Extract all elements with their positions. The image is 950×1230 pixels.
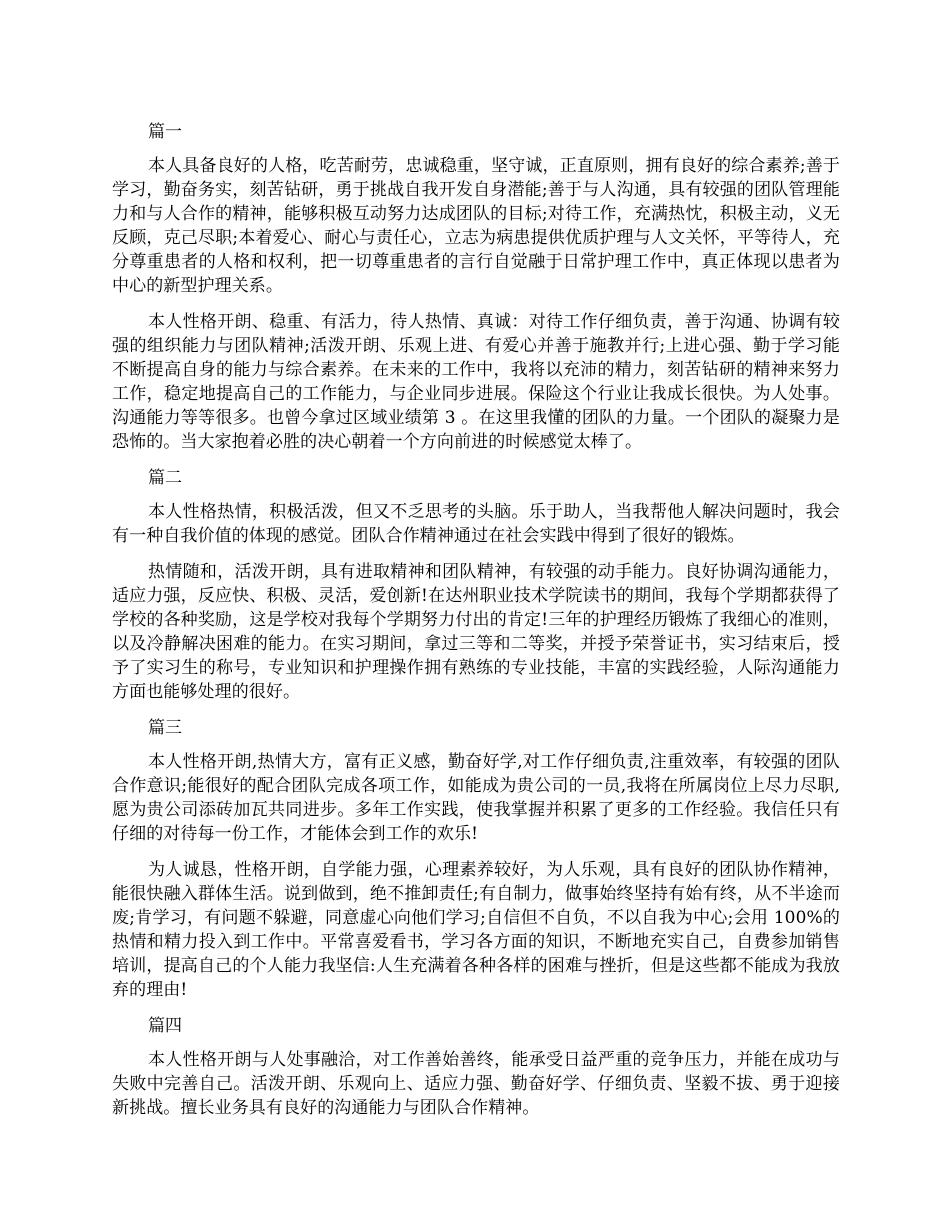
paragraph: 本人性格开朗,热情大方，富有正义感，勤奋好学,对工作仔细负责,注重效率，有较强的团队合作意识;能很好的配合团队完成各项工作，如能成为贵公司的一员,我将在所属岗位上尽力尽职,愿为贵公司添砖加瓦共同进步。多年工作实践，使我掌握并积累了更多的工作经验。我信任只有仔细的对待每一份工作，才能体会到工作的欢乐! xyxy=(112,752,840,844)
section-heading: 篇四 xyxy=(148,1016,182,1036)
paragraph: 为人诚恳，性格开朗，自学能力强，心理素养较好，为人乐观，具有良好的团队协作精神，能很快融入群体生活。说到做到，绝不推卸责任;有自制力，做事始终坚持有始有终，从不半途而废;肯学习，有问题不躲避，同意虚心向他们学习;自信但不自负，不以自我为中心;会用 100%的热情和精力投入到工作中。平常喜爱看书，学习各方面的知识，不断地充实自己，自费参加销售培训，提高自己的个人能力我坚信:人生充满着各种各样的困难与挫折，但是这些都不能成为我放弃的理由! xyxy=(112,860,840,1000)
section-heading: 篇三 xyxy=(148,718,182,738)
paragraph: 本人性格开朗与人处事融洽，对工作善始善终，能承受日益严重的竞争压力，并能在成功与失败中完善自己。活泼开朗、乐观向上、适应力强、勤奋好学、仔细负责、坚毅不拔、勇于迎接新挑战。擅长业务具有良好的沟通能力与团队合作精神。 xyxy=(112,1050,840,1118)
section-heading: 篇二 xyxy=(148,468,182,488)
section-2 xyxy=(112,466,840,704)
section-1 xyxy=(112,120,840,454)
section-4 xyxy=(112,1014,840,1120)
section-3 xyxy=(112,716,840,1002)
paragraph: 本人性格热情，积极活泼，但又不乏思考的头脑。乐于助人，当我帮他人解决问题时，我会有一种自我价值的体现的感觉。团队合作精神通过在社会实践中得到了很好的锻炼。 xyxy=(112,502,840,546)
section-heading: 篇一 xyxy=(148,122,182,142)
paragraph: 本人性格开朗、稳重、有活力，待人热情、真诚：对待工作仔细负责，善于沟通、协调有较强的组织能力与团队精神;活泼开朗、乐观上进、有爱心并善于施教并行;上进心强、勤于学习能不断提高自身的能力与综合素养。在未来的工作中，我将以充沛的精力，刻苦钻研的精神来努力工作，稳定地提高自己的工作能力，与企业同步进展。保险这个行业让我成长很快。为人处事。沟通能力等等很多。也曾今拿过区域业绩第 3 。在这里我懂的团队的力量。一个团队的凝聚力是恐怖的。当大家抱着必胜的决心朝着一个方向前进的时候感觉太棒了。 xyxy=(112,312,840,452)
paragraph: 本人具备良好的人格，吃苦耐劳，忠诚稳重，坚守诚，正直原则，拥有良好的综合素养;善于学习，勤奋务实，刻苦钻研，勇于挑战自我开发自身潜能;善于与人沟通，具有较强的团队管理能力和与人合作的精神，能够积极互动努力达成团队的目标;对待工作，充满热忱，积极主动，义无反顾，克己尽职;本着爱心、耐心与责任心，立志为病患提供优质护理与人文关怀，平等待人，充分尊重患者的人格和权利，把一切尊重患者的言行自觉融于日常护理工作中，真正体现以患者为中心的新型护理关系。 xyxy=(112,156,840,296)
document-body xyxy=(112,120,840,1132)
paragraph: 热情随和，活泼开朗，具有进取精神和团队精神，有较强的动手能力。良好协调沟通能力，适应力强，反应快、积极、灵活，爱创新!在达州职业技术学院读书的期间，我每个学期都获得了学校的各种奖励，这是学校对我每个学期努力付出的肯定!三年的护理经历锻炼了我细心的准则，以及冷静解决困难的能力。在实习期间，拿过三等和二等奖，并授予荣誉证书，实习结束后，授予了实习生的称号，专业知识和护理操作拥有熟练的专业技能，丰富的实践经验，人际沟通能力方面也能够处理的很好。 xyxy=(112,562,840,702)
